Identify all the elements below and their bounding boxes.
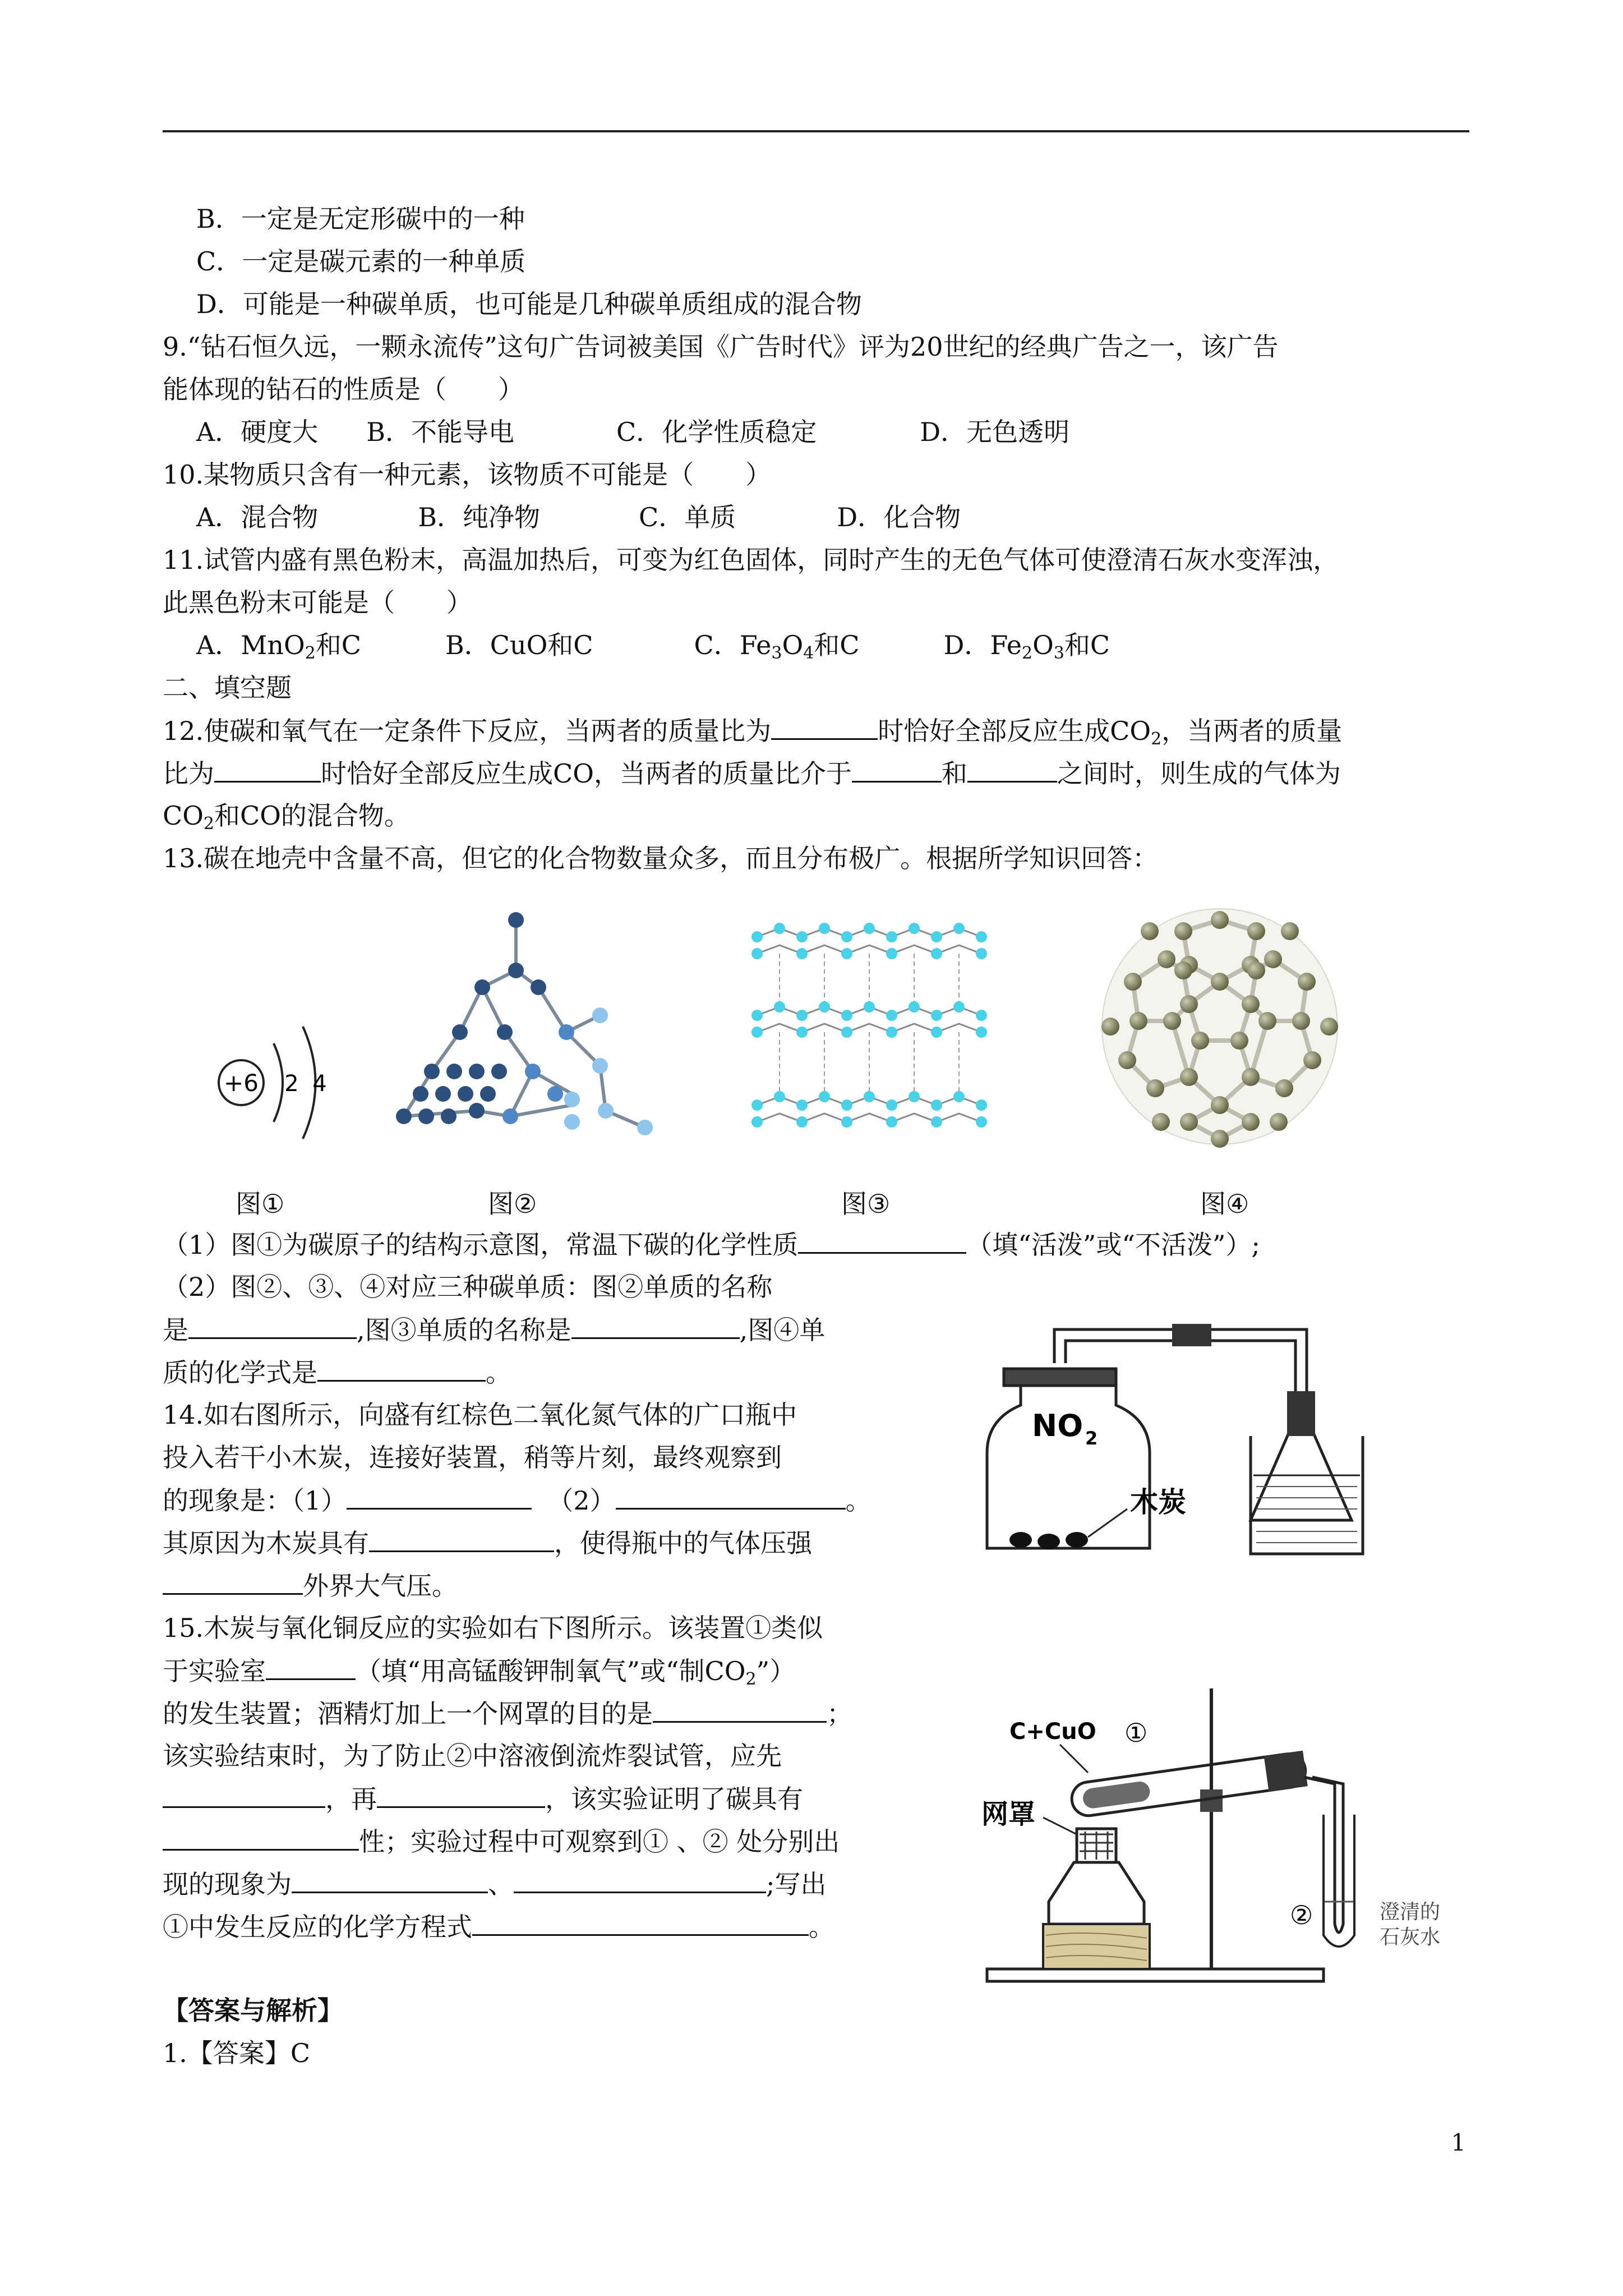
q13-blank-2[interactable] [188, 1313, 357, 1339]
carbon-cuo-apparatus [976, 1677, 1481, 1991]
q14-line3: 的现象是：（1） （2） 。 [163, 1483, 872, 1517]
q11-option-a: A．MnO$_2$和C [196, 630, 361, 663]
figure-3-caption: 图③ [841, 1189, 891, 1219]
q10-option-d: D．化合物 [837, 502, 961, 532]
q13-blank-4[interactable] [317, 1355, 486, 1382]
q14-line4: 其原因为木炭具有 ，使得瓶中的气体压强 [163, 1526, 812, 1560]
q10-stem: 10.某物质只含有一种元素，该物质不可能是（ ） [163, 459, 772, 490]
q13-stem: 13.碳在地壳中含量不高，但它的化合物数量众多，而且分布极广。根据所学知识回答： [163, 843, 1159, 873]
bottle-label-subscript: 2 [1085, 1428, 1098, 1449]
q10-option-b: B．纯净物 [418, 502, 541, 532]
q11-stem-line1: 11.试管内盛有黑色粉末，高温加热后，可变为红色固体，同时产生的无色气体可使澄清石灰水变浑浊， [163, 545, 1339, 575]
q12-blank-1[interactable] [771, 714, 878, 740]
q13-sub1: （1）图①为碳原子的结构示意图，常温下碳的化学性质 （填“活泼”或“不活泼”）; [163, 1227, 1260, 1262]
q11-options [196, 628, 1110, 662]
q15-blank-3[interactable] [163, 1782, 325, 1808]
q15-line5: ，再 ，该实验证明了碳具有 [163, 1782, 803, 1816]
gauze-label: 网罩 [981, 1798, 1036, 1830]
q14-line5: 外界大气压。 [163, 1568, 458, 1603]
q12-blank-3[interactable] [852, 756, 942, 783]
q10-option-a: A．混合物 [196, 502, 319, 532]
q9-option-b: B．不能导电 [366, 417, 515, 447]
q8-option-c: C．一定是碳元素的一种单质 [196, 246, 526, 277]
header-rule [163, 130, 1469, 132]
q15-line1: 15.木炭与氧化铜反应的实验如右下图所示。该装置①类似 [163, 1613, 823, 1643]
charcoal-label: 木炭 [1130, 1486, 1186, 1519]
q9-stem-line2: 能体现的钻石的性质是（ ） [163, 374, 524, 404]
q10-options [196, 500, 961, 534]
figure-4-caption: 图④ [1200, 1189, 1249, 1219]
q9-option-c: C．化学性质稳定 [616, 417, 817, 447]
q11-stem-line2: 此黑色粉末可能是（ ） [163, 587, 472, 618]
q14-line1: 14.如右图所示，向盛有红棕色二氧化氮气体的广口瓶中 [163, 1400, 797, 1430]
q14-blank-3[interactable] [369, 1526, 554, 1552]
atom-shell2-label: 4 [312, 1071, 327, 1097]
diamond-structure-image [387, 903, 667, 1150]
q13-sub2-line3: 质的化学式是 。 [163, 1355, 511, 1389]
q13-sub2-line2: 是 ,图③单质的名称是 ,图④单 [163, 1313, 825, 1347]
q8-option-d: D．可能是一种碳单质，也可能是几种碳单质组成的混合物 [196, 289, 862, 319]
graphite-structure-image [751, 903, 998, 1150]
q11-option-c: C．$Fe_3O_4$和C [694, 630, 860, 663]
q10-option-c: C．单质 [639, 502, 736, 532]
answers-heading: 【答案与解析】 [163, 1995, 343, 2026]
q12-blank-4[interactable] [967, 756, 1057, 783]
q15-line4: 该实验结束时，为了防止②中溶液倒流炸裂试管，应先 [163, 1741, 782, 1771]
q12-line1: 12.使碳和氧气在一定条件下反应，当两者的质量比为 时恰好全部反应生成$CO_2$，当两者的质量 [163, 714, 1342, 748]
no2-charcoal-apparatus [970, 1307, 1391, 1565]
q9-option-d: D．无色透明 [920, 417, 1070, 447]
q11-option-b: B．CuO和C [445, 630, 593, 660]
q13-blank-1[interactable] [798, 1227, 966, 1254]
q12-line3: $CO_2$和CO的混合物。 [163, 800, 410, 834]
figure-1-caption: 图① [236, 1189, 285, 1219]
carbon-atom-diagram [208, 1010, 336, 1144]
limewater-label-line2: 石灰水 [1380, 1926, 1441, 1949]
q15-line7: 现的现象为 、 ;写出 [163, 1867, 827, 1901]
q15-line3: 的发生装置；酒精灯加上一个网罩的目的是 ； [163, 1696, 852, 1731]
apparatus-marker-1: ① [1124, 1718, 1148, 1748]
answer-1: 1.【答案】C [163, 2038, 311, 2068]
q14-blank-1[interactable] [347, 1483, 532, 1510]
q12-blank-2[interactable] [214, 756, 321, 783]
figure-2-caption: 图② [488, 1189, 537, 1219]
q9-stem-line1: 9.“钻石恒久远，一颗永流传”这句广告词被美国《广告时代》评为20世纪的经典广告之一，该广告 [163, 332, 1279, 362]
bottle-label: NO [1032, 1408, 1083, 1443]
limewater-label-line1: 澄清的 [1380, 1901, 1441, 1924]
q15-line8: ①中发生反应的化学方程式 。 [163, 1910, 834, 1944]
q13-blank-3[interactable] [571, 1313, 740, 1339]
fullerene-c60-image [1088, 898, 1352, 1156]
q14-blank-2[interactable] [616, 1483, 846, 1510]
q15-blank-4[interactable] [377, 1782, 545, 1808]
q12-line2: 比为 时恰好全部反应生成CO，当两者的质量比介于 和 之间时，则生成的气体为 [163, 756, 1341, 790]
atom-shell1-label: 2 [284, 1071, 299, 1097]
q14-blank-4[interactable] [163, 1568, 303, 1595]
section-fill-blanks-heading: 二、填空题 [163, 673, 292, 703]
q8-option-b: B．一定是无定形碳中的一种 [196, 204, 525, 234]
q15-line6: 性；实验过程中可观察到① 、② 处分别出 [163, 1824, 840, 1858]
page-number: 1 [1451, 2129, 1466, 2156]
q15-blank-8[interactable] [472, 1910, 809, 1936]
q11-option-d: D．$Fe_2O_3$和C [943, 630, 1110, 663]
q15-blank-1[interactable] [266, 1654, 356, 1680]
q14-line2: 投入若干小木炭，连接好装置，稍等片刻，最终观察到 [163, 1442, 782, 1473]
q15-line2: 于实验室 （填“用高锰酸钾制氧气”或“制$CO_2$”） [163, 1654, 795, 1688]
q15-blank-6[interactable] [292, 1867, 488, 1893]
q15-blank-5[interactable] [163, 1824, 359, 1851]
q9-options [196, 415, 1069, 449]
q13-sub2-line1: （2）图②、③、④对应三种碳单质：图②单质的名称 [163, 1272, 773, 1302]
reagent-label: C+CuO [1009, 1719, 1096, 1745]
q15-blank-2[interactable] [653, 1696, 827, 1723]
apparatus-marker-2: ② [1290, 1900, 1313, 1930]
q9-option-a: A．硬度大 [196, 417, 319, 447]
atom-nucleus-label: +6 [224, 1069, 259, 1097]
q15-blank-7[interactable] [514, 1867, 766, 1893]
